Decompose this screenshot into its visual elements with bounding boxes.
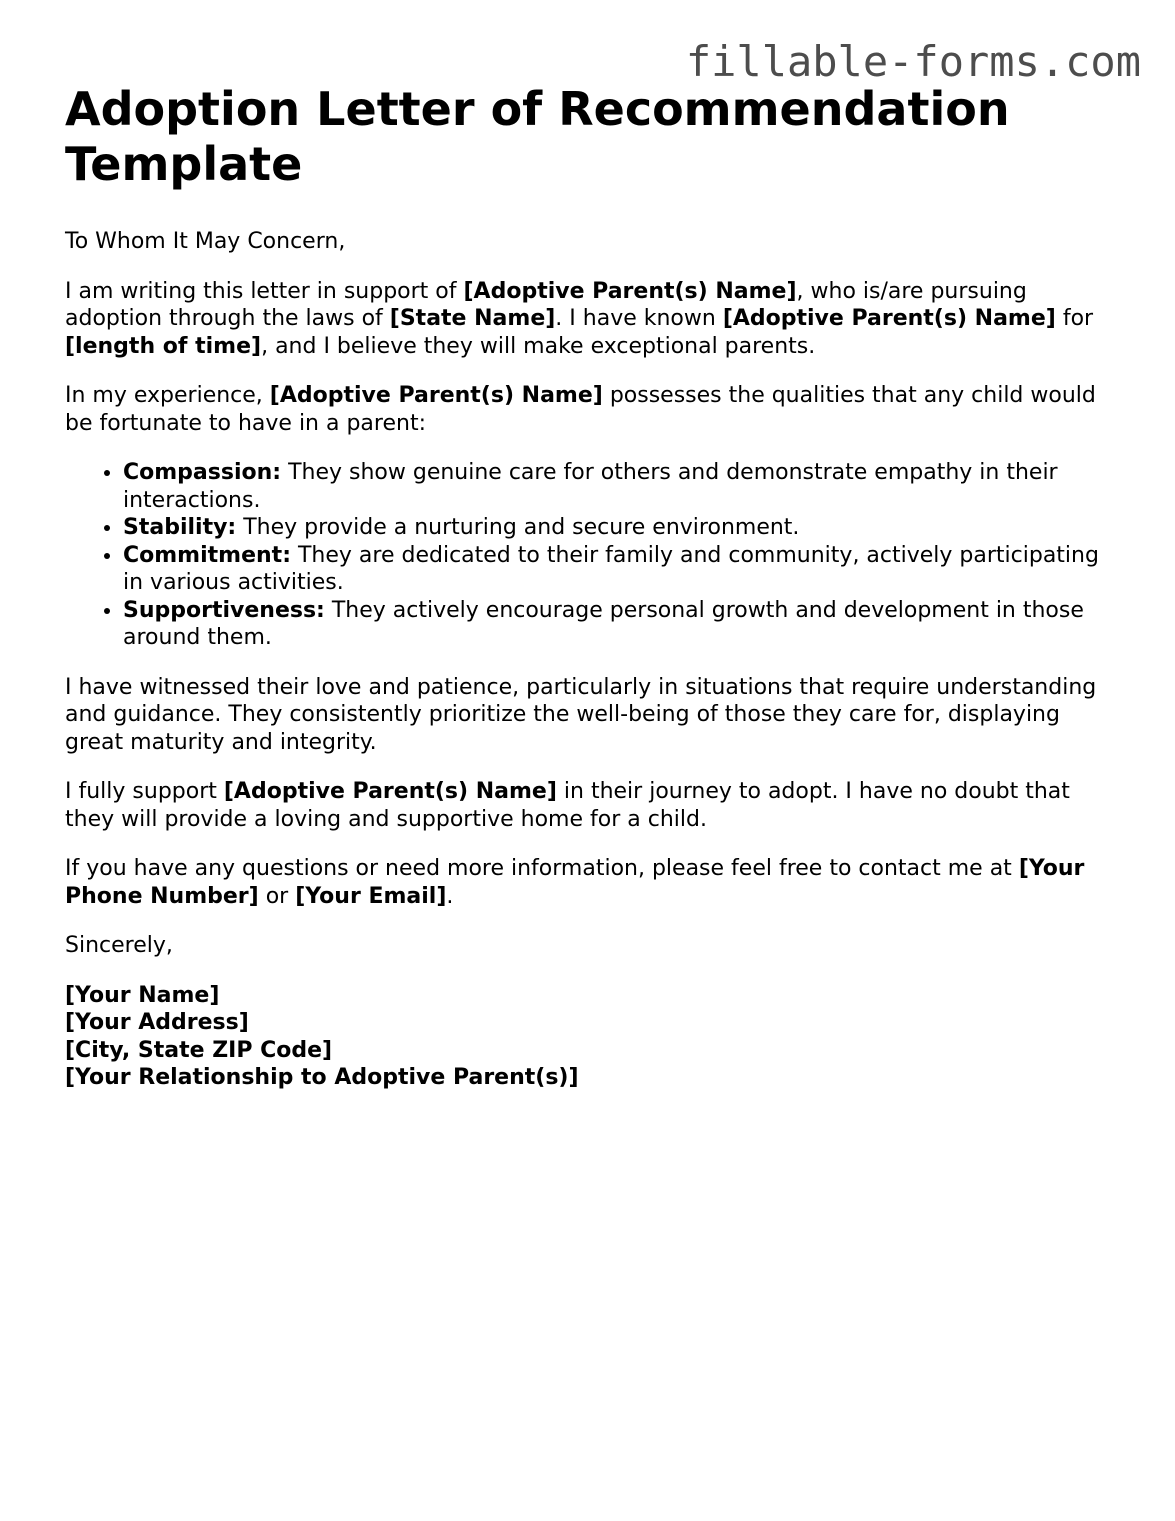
quality-text: They actively encourage personal growth and development in those around them.: [123, 597, 1084, 650]
placeholder-state-name: [State Name]: [389, 306, 556, 331]
letter-document: [65, 82, 1125, 1092]
signature-address: [Your Address]: [65, 1010, 249, 1035]
placeholder-email: [Your Email]: [295, 883, 447, 909]
list-item: [123, 542, 1125, 597]
text: In my experience,: [65, 383, 270, 408]
quality-text: They provide a nurturing and secure environment.: [236, 515, 800, 540]
quality-text: They show genuine care for others and demonstrate empathy in their interactions.: [123, 460, 1058, 513]
quality-label: Commitment:: [123, 542, 291, 568]
closing: Sincerely,: [65, 933, 173, 958]
signature-block: [65, 982, 1125, 1092]
text: .: [446, 883, 454, 909]
text: I am writing this letter in support of: [65, 278, 464, 304]
quality-text: They are dedicated to their family and community, actively participating in various activities.: [123, 542, 1099, 595]
text: , who is/are pursuing adoption through the laws of: [65, 278, 1027, 331]
paragraph-full-support: [65, 778, 1125, 833]
salutation: To Whom It May Concern,: [65, 229, 346, 254]
qualities-list: [65, 459, 1125, 652]
paragraph-contact: [65, 855, 1125, 910]
placeholder-length-of-time: [length of time]: [65, 333, 262, 359]
placeholder-adoptive-parent-name: [Adoptive Parent(s) Name]: [269, 383, 603, 408]
placeholder-phone-number: [Your Phone Number]: [65, 856, 1085, 909]
text: If you have any questions or need more information, please feel free to contact me at: [65, 856, 1019, 881]
list-item: [123, 459, 1125, 514]
signature-name: [Your Name]: [65, 982, 220, 1008]
signature-city: [City, State ZIP Code]: [65, 1037, 333, 1063]
paragraph-experience: [65, 382, 1125, 437]
watermark: fillable-forms.com: [685, 37, 1141, 86]
text: possesses the qualities that any child would be fortunate to have in a parent:: [65, 383, 1096, 436]
paragraph-support: [65, 278, 1125, 361]
text: in their journey to adopt. I have no doubt that they will provide a loving and supportive home for a child.: [65, 779, 1070, 832]
letter-body: [65, 228, 1125, 1092]
placeholder-adoptive-parent-name: [Adoptive Parent(s) Name]: [463, 278, 797, 304]
paragraph-witnessed: I have witnessed their love and patience, particularly in situations that require understanding and guidance. They consistently prioritize the well-being of those they care for, displaying great maturity and integrity.: [65, 674, 1097, 755]
quality-label: Supportiveness:: [123, 597, 325, 623]
quality-label: Stability:: [123, 515, 237, 540]
placeholder-adoptive-parent-name: [Adoptive Parent(s) Name]: [722, 306, 1056, 331]
text: , and I believe they will make exceptional parents.: [261, 333, 816, 359]
page-title: Adoption Letter of Recommendation Template: [65, 82, 1010, 191]
list-item: [123, 597, 1125, 652]
list-item: [123, 514, 1125, 542]
text: or: [258, 883, 296, 909]
text: . I have known: [555, 306, 723, 331]
text: I fully support: [65, 779, 224, 804]
text: for: [1055, 306, 1094, 331]
placeholder-adoptive-parent-name: [Adoptive Parent(s) Name]: [223, 779, 557, 804]
signature-relationship: [Your Relationship to Adoptive Parent(s)]: [65, 1065, 579, 1090]
quality-label: Compassion:: [123, 460, 282, 485]
